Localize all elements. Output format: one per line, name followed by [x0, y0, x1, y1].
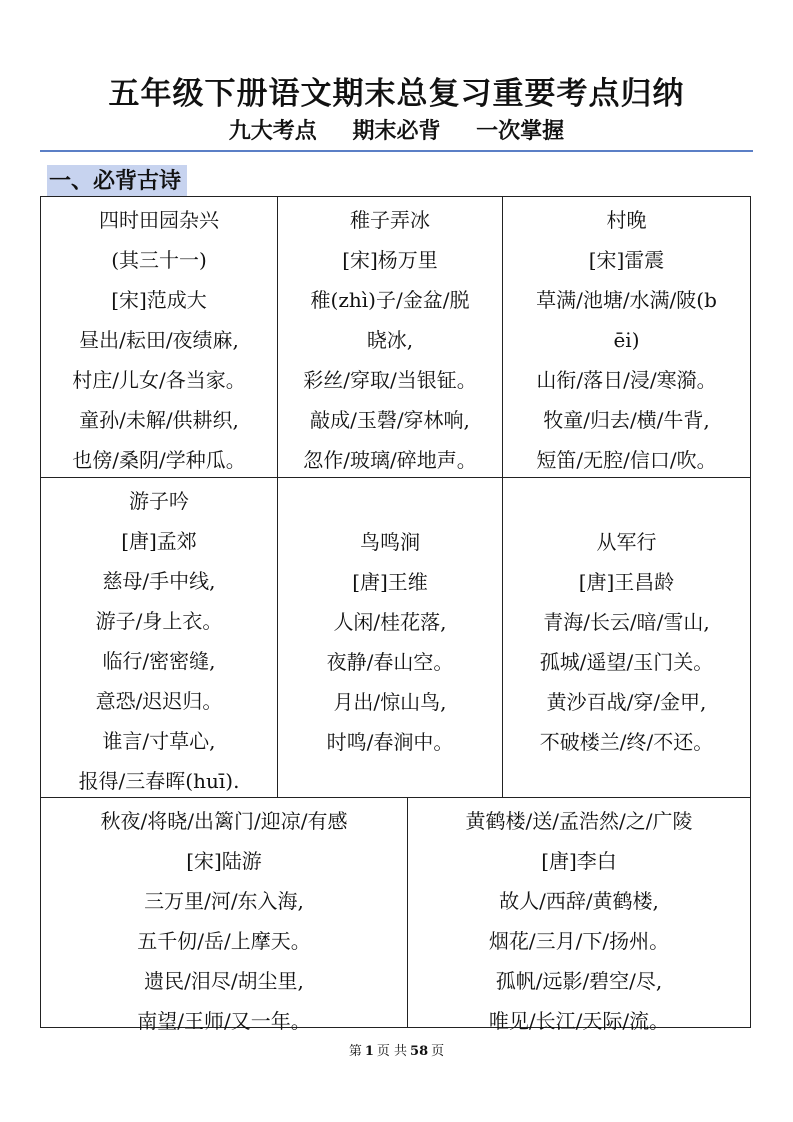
poem-line: 孤城/遥望/玉门关。: [539, 650, 714, 674]
poem-cell: [41, 481, 277, 801]
poem-line: 遗民/泪尽/胡尘里,: [144, 969, 304, 993]
poem-title: 稚子弄冰: [350, 208, 430, 232]
poem-line: 意恐/迟迟归。: [95, 689, 223, 713]
poem-title: 四时田园杂兴: [99, 208, 219, 232]
poem-line: 故人/西辞/黄鹤楼,: [499, 889, 659, 913]
subtitle-part: 九大考点: [228, 118, 317, 144]
poem-author: [唐]孟郊: [121, 529, 197, 553]
poem-line: 三万里/河/东入海,: [144, 889, 304, 913]
subtitle-part: 一次掌握: [476, 118, 565, 144]
poem-title: 游子吟: [129, 489, 189, 513]
poem-line: 孤帆/远影/碧空/尽,: [495, 969, 663, 993]
subtitle-part: 期末必背: [352, 118, 441, 144]
poem-line: 彩丝/穿取/当银钲。: [303, 368, 477, 392]
poem-author: [唐]王维: [352, 570, 428, 594]
poem-line: 也傍/桑阴/学种瓜。: [72, 448, 246, 472]
poem-line: 唯见/长江/天际/流。: [488, 1009, 670, 1033]
poem-line: 稚(zhì)子/金盆/脱: [310, 288, 470, 312]
footer-prefix: 第: [348, 1044, 362, 1059]
poem-line: 月出/惊山鸟,: [333, 690, 447, 714]
page-footer: [0, 1042, 793, 1062]
page-title: 五年级下册语文期末总复习重要考点归纳: [108, 76, 685, 112]
poem-title: 鸟鸣涧: [360, 530, 420, 554]
poem-line: 山衔/落日/浸/寒漪。: [536, 368, 717, 392]
poem-author: [唐]王昌龄: [578, 570, 675, 594]
poem-line: 时鸣/春涧中。: [326, 730, 454, 754]
poem-line: 敲成/玉磬/穿林响,: [310, 408, 470, 432]
poem-cell: [41, 200, 277, 480]
poem-line: 临行/密密缝,: [102, 649, 216, 673]
footer-suffix: 页: [431, 1044, 445, 1059]
poem-line: 晓冰,: [366, 328, 414, 352]
poem-cell: [408, 801, 750, 1041]
poem-author: [宋]范成大: [111, 288, 207, 312]
page-subtitle: [0, 116, 793, 146]
footer-total-pages: 58: [410, 1044, 429, 1059]
poem-line: 黄沙百战/穿/金甲,: [546, 690, 707, 714]
poem-line: 村庄/儿女/各当家。: [72, 368, 246, 392]
poem-title: 秋夜/将晓/出篱门/迎凉/有感: [100, 809, 348, 833]
poem-line: 昼出/耘田/夜绩麻,: [79, 328, 239, 352]
poem-cell: [41, 801, 407, 1041]
poem-line: 游子/身上衣。: [95, 609, 223, 633]
poem-line: 草满/池塘/水满/陂(b: [536, 288, 717, 312]
poem-line: 夜静/春山空。: [326, 650, 454, 674]
poem-cell: [278, 522, 502, 762]
poem-author: [宋]陆游: [186, 849, 262, 873]
poem-line: 谁言/寸草心,: [102, 729, 216, 753]
poem-line: 短笛/无腔/信口/吹。: [536, 448, 717, 472]
poem-line: 五千仞/岳/上摩天。: [137, 929, 311, 953]
footer-page-number: 1: [364, 1044, 374, 1059]
section-heading: 一、必背古诗: [47, 165, 187, 197]
poem-line: 烟花/三月/下/扬州。: [488, 929, 670, 953]
poem-author: [宋]杨万里: [342, 248, 438, 272]
poem-line: 人闲/桂花落,: [333, 610, 447, 634]
poem-line: 慈母/手中线,: [102, 569, 216, 593]
poem-line: 牧童/归去/横/牛背,: [543, 408, 710, 432]
poem-line: 南望/王师/又一年。: [137, 1009, 311, 1033]
poem-line: ēi): [613, 328, 640, 352]
poem-line: 青海/长云/暗/雪山,: [543, 610, 710, 634]
poem-title: 从军行: [596, 530, 657, 554]
poem-title: 黄鹤楼/送/孟浩然/之/广陵: [465, 809, 693, 833]
footer-mid: 页 共: [376, 1044, 408, 1059]
poem-author: [宋]雷震: [588, 248, 665, 272]
poem-cell: [503, 522, 750, 762]
poem-line: 报得/三春晖(huī).: [78, 769, 240, 793]
poem-title: 村晚: [606, 208, 647, 232]
poem-line: 童孙/未解/供耕织,: [79, 408, 239, 432]
poem-author: [唐]李白: [541, 849, 617, 873]
title-divider: [40, 150, 753, 152]
poem-subtitle: (其三十一): [111, 248, 207, 272]
poem-cell: [278, 200, 502, 480]
poem-line: 忽作/玻璃/碎地声。: [303, 448, 477, 472]
poem-table: [40, 196, 751, 1033]
poem-cell: [503, 200, 750, 480]
poem-line: 不破楼兰/终/不还。: [539, 730, 714, 754]
